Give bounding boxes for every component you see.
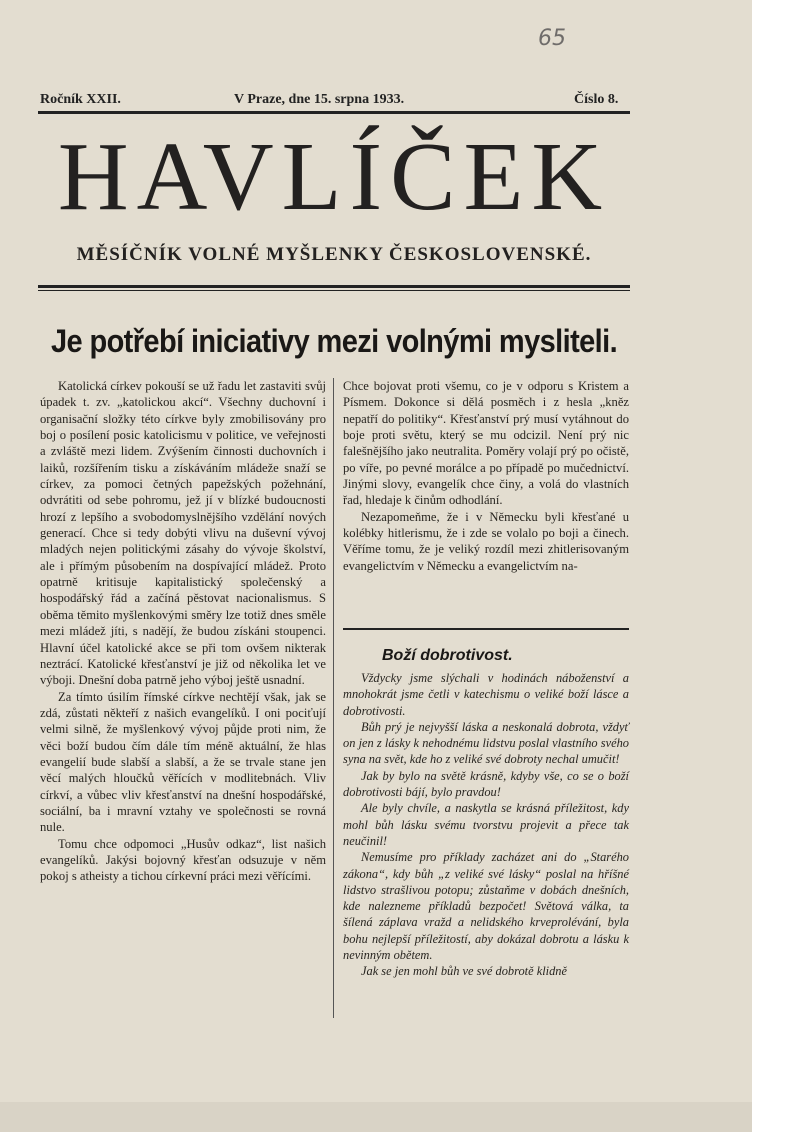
paragraph: Tomu chce odpomoci „Husův odkaz“, list našich evangelíků. Jakýsi bojovný křesťan odsuzuje v něm pokoj s atheisty a tichou církevní práci mezi věřícími. bbox=[40, 836, 326, 884]
masthead-subtitle: MĚSÍČNÍK VOLNÉ MYŠLENKY ČESKOSLOVENSKÉ. bbox=[76, 244, 592, 265]
place-date: V Praze, dne 15. srpna 1933. bbox=[234, 92, 405, 107]
subtitle-rule-thin bbox=[38, 290, 630, 291]
page-edge bbox=[0, 1102, 752, 1132]
header-rule bbox=[38, 111, 630, 114]
right-column bbox=[343, 378, 629, 574]
article-headline: Je potřebí iniciativy mezi volnými mysliteli. bbox=[50, 324, 618, 360]
box-text bbox=[343, 670, 629, 980]
column-divider bbox=[333, 378, 334, 1018]
paragraph: Jak se jen mohl bůh ve své dobrotě klidně bbox=[361, 964, 567, 979]
paragraph: Chce bojovat proti všemu, co je v odporu s Kristem a Písmem. Dokonce si dělá posměch i z hesla „kněz nepatří do politiky“. Křesťanství prý musí vytáhnout do boje proti světu, který se mu odcizil. Není prý nic falešnějšího jako neutralita. Poměry volají prý po očistě, po víře, po pevné morálce a po případě po mučednictví. Jinými slovy, evangelík chce činy, a volá do vlastních řad, hledaje k činům odhodlání. bbox=[343, 379, 629, 508]
box-title: Boží dobrotivost. bbox=[382, 647, 513, 664]
paragraph: Bůh prý je nejvyšší láska a neskonalá dobrota, vždyť on jen z lásky k nehodnému lidstvu poslal vlastního svého syna na svět, kde ho z veliké své dobroty nechal umučit! bbox=[343, 719, 629, 767]
paragraph: Katolická církev pokouší se už řadu let zastaviti svůj úpadek t. zv. „katolickou akcí“. Všechny duchovní i organisační složky této církve byly zmobilisovány pro boj o posílení posic katolicismu v politice, ve veřejnosti a zvláště mezi lidem. Zvýšením činnosti duchovních i laiků, rozšířením tisku a získáváním mládeže snaží se církev, za pomoci četných papežských požehnání, odvrátiti od sebe pohromu, jež jí v blízké budoucnosti hrozí z lepšího a svobodomyslnějšího vzdělání nových generací. Chce si tedy dobýti vlivu na duševní vývoj mladých nejen politickými zásahy do vývoje školství, ale i přímým působením na dospívající mládež. Proto opatrně kritisuje kapitalistický společenský a hospodářský řád a začíná pěstovat nacionalismus. S oběma těmito myšlenkovými směry lze totiž dnes směle mezi mládež jíti, s nadějí, že budou získáni stoupenci. Hlavní účel katolické akce se při tom ovšem nikterak neztrácí. Katolické křesťanství je již od několika let ve výboji. Dnešní doba patrně jeho výboj ještě usnadní. bbox=[40, 379, 326, 688]
masthead-title: HAVLÍČEK bbox=[57, 123, 611, 231]
subtitle-rule-thick bbox=[38, 285, 630, 288]
pencil-note: 65 bbox=[538, 26, 566, 51]
paragraph: Ale byly chvíle, a naskytla se krásná příležitost, kdy mohl bůh lásku svému tvorstvu projevit a přece tak neučinil! bbox=[343, 801, 629, 848]
paragraph: Nezapomeňme, že i v Německu byli křesťané u kolébky hitlerismu, že i zde se volalo po boji a činech. Věříme tomu, že je veliký rozdíl mezi zhitlerisovaným evangelictvím v Německu a evangelictvím na- bbox=[343, 509, 629, 573]
paragraph: Nemusíme pro příklady zacházet ani do „Starého zákona“, kdy bůh „z veliké své lásky“ poslal na hříšné lidstvo strašlivou potopu; zůstaňme v dobách dnešních, kde nalezneme příkladů bezpočet! Světová válka, ta šílená záplava vražd a nelidského krveprolévání, byla bohu nejlepší příležitostí, aby dokázal dobrotu a lásku k nevinným obětem. bbox=[343, 850, 629, 963]
paragraph: Jak by bylo na světě krásně, kdyby vše, co se o boží dobrotivosti bájí, bylo pravdou! bbox=[343, 768, 629, 800]
paragraph: Vždycky jsme slýchali v hodinách náboženství a mnohokrát jsme četli v katechismu o veliké boží lásce a dobrotivosti. bbox=[343, 671, 629, 718]
paragraph: Za tímto úsilím římské církve nechtějí však, jak se zdá, zůstati někteří z našich evangelíků. I oni pociťují velmi silně, že myšlenkový vývoj půjde proti nim, že věci boží budou čím dále tím méně aktuální, že hlas evangelií bude slabší a slabší, a že se trvale stane jen věcí malých hloučků věřících v modlitebnách. Vliv církví, a vůbec vliv křesťanství na dnešní hospodářské, sociální, ba i mravní vztahy ve společnosti se rovná nule. bbox=[40, 689, 326, 835]
box-rule bbox=[343, 628, 629, 630]
volume-label: Ročník XXII. bbox=[40, 92, 121, 107]
issue-number: Číslo 8. bbox=[574, 92, 619, 107]
left-column bbox=[40, 378, 326, 885]
